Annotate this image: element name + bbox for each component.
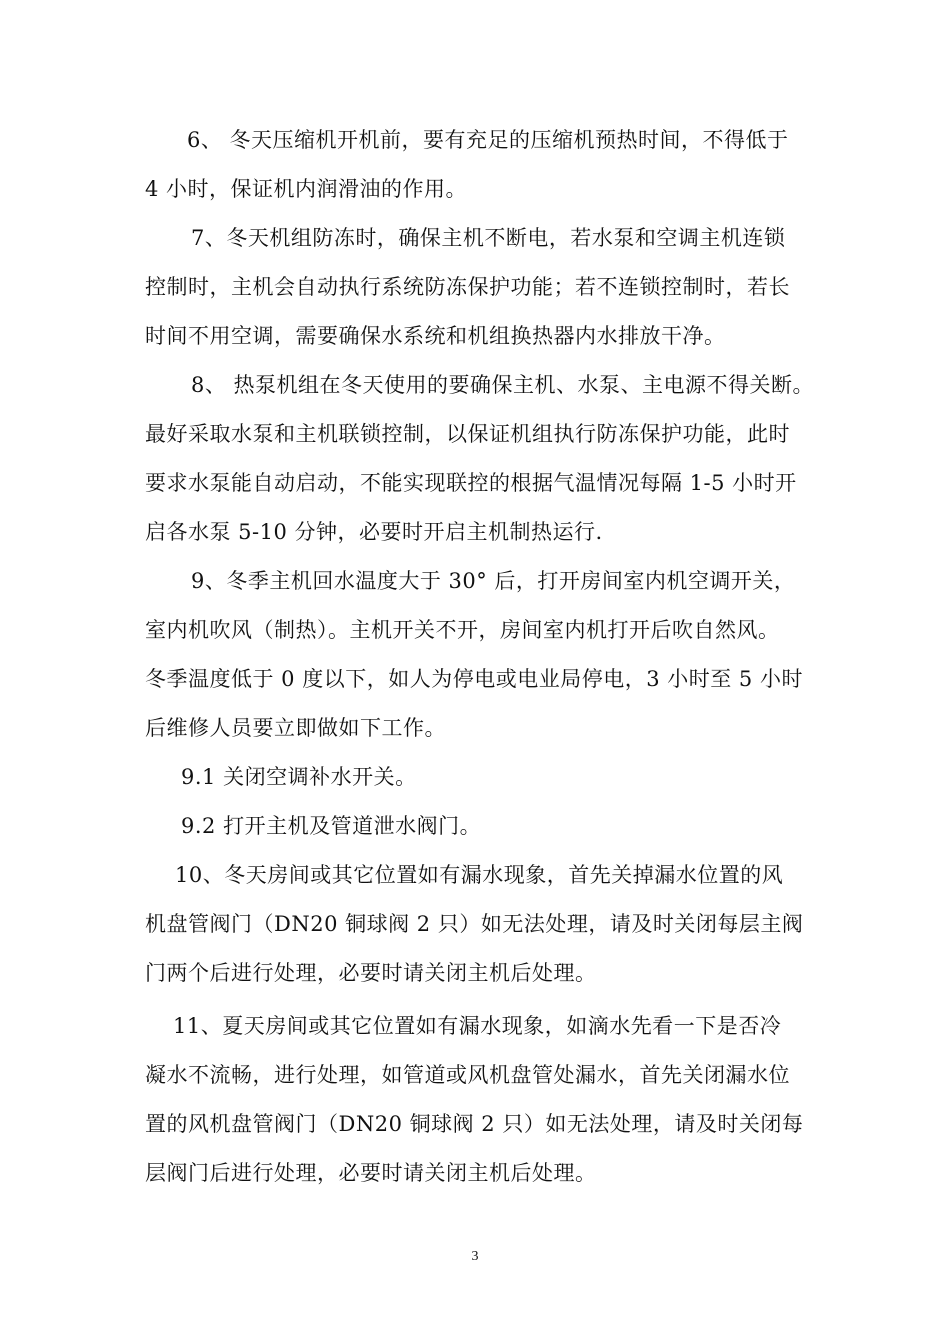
document-body [145,116,815,1198]
paragraph-item-7 [145,214,810,361]
paragraph-line: 9.1 关闭空调补水开关。 [181,765,417,789]
paragraph-line: 时间不用空调，需要确保水系统和机组换热器内水排放干净。 [145,324,726,348]
paragraph-item-6 [145,116,810,214]
paragraph-line: 机盘管阀门（DN20 铜球阀 2 只）如无法处理，请及时关闭每层主阀 [145,912,804,936]
paragraph-line: 9、冬季主机回水温度大于 30° 后，打开房间室内机空调开关， [191,569,796,593]
paragraph-item-9-1 [145,753,810,802]
paragraph-line: 11、夏天房间或其它位置如有漏水现象，如滴水先看一下是否冷 [173,1014,782,1038]
paragraph-line: 冬季温度低于 0 度以下，如人为停电或电业局停电，3 小时至 5 小时 [145,667,803,691]
paragraph-line: 门两个后进行处理，必要时请关闭主机后处理。 [145,961,597,985]
paragraph-line: 要求水泵能自动启动，不能实现联控的根据气温情况每隔 1-5 小时开 [145,471,797,495]
paragraph-line: 最好采取水泵和主机联锁控制，以保证机组执行防冻保护功能，此时 [145,422,790,446]
paragraph-line: 10、冬天房间或其它位置如有漏水现象，首先关掉漏水位置的风 [175,863,784,887]
page-number: 3 [471,1249,479,1264]
paragraph-line: 凝水不流畅，进行处理，如管道或风机盘管处漏水，首先关闭漏水位 [145,1063,790,1087]
paragraph-line: 置的风机盘管阀门（DN20 铜球阀 2 只）如无法处理，请及时关闭每 [145,1112,804,1136]
paragraph-line: 层阀门后进行处理，必要时请关闭主机后处理。 [145,1161,597,1185]
paragraph-line: 后维修人员要立即做如下工作。 [145,716,446,740]
paragraph-line: 7、冬天机组防冻时，确保主机不断电，若水泵和空调主机连锁 [191,226,786,250]
paragraph-line: 4 小时，保证机内润滑油的作用。 [145,177,468,201]
paragraph-item-9-2 [145,802,810,851]
paragraph-item-10 [145,851,810,998]
paragraph-item-8 [145,361,815,557]
paragraph-line: 6、 冬天压缩机开机前，要有充足的压缩机预热时间，不得低于 [187,128,789,152]
paragraph-line: 启各水泵 5-10 分钟，必要时开启主机制热运行. [145,520,603,544]
paragraph-item-11 [145,1002,810,1198]
paragraph-line: 8、 热泵机组在冬天使用的要确保主机、水泵、主电源不得关断。 [191,373,815,397]
paragraph-line: 9.2 打开主机及管道泄水阀门。 [181,814,482,838]
paragraph-line: 控制时，主机会自动执行系统防冻保护功能；若不连锁控制时，若长 [145,275,790,299]
paragraph-item-9 [145,557,810,753]
paragraph-line: 室内机吹风（制热）。主机开关不开，房间室内机打开后吹自然风。 [145,618,780,642]
